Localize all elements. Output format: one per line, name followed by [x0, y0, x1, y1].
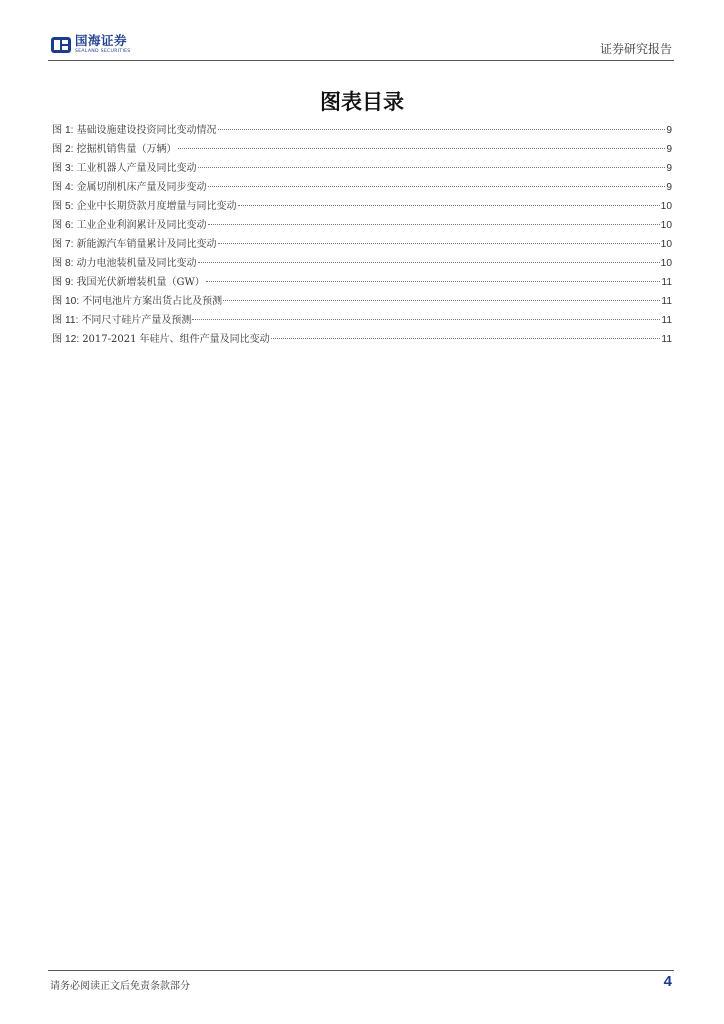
toc-dot-leader: [198, 262, 660, 263]
toc-figure-title: 新能源汽车销量累计及同比变动: [76, 239, 217, 250]
toc-entry[interactable]: [52, 330, 672, 349]
toc-figure-number: 图 5:: [52, 201, 74, 212]
toc-figure-number: 图 2:: [52, 144, 74, 155]
logo-chinese-name: 国海证券: [75, 33, 128, 49]
disclaimer-text: 请务必阅读正文后免责条款部分: [50, 981, 190, 992]
toc-dot-leader: [238, 205, 660, 206]
sealand-logo-icon: [50, 35, 72, 55]
toc-figure-number: 图 6:: [52, 220, 74, 231]
toc-dot-leader: [218, 129, 666, 130]
toc-figure-number: 图 12:: [52, 334, 80, 345]
toc-dot-leader: [192, 319, 660, 320]
toc-entry[interactable]: [52, 178, 672, 197]
toc-page-number: 10: [660, 258, 672, 269]
toc-page-number: 9: [666, 144, 672, 155]
toc-figure-title: 2017-2021 年硅片、组件产量及同比变动: [82, 334, 270, 345]
toc-dot-leader: [208, 186, 666, 187]
toc-dot-leader: [198, 167, 666, 168]
toc-entry[interactable]: [52, 121, 672, 140]
page-header: [48, 30, 674, 61]
toc-figure-title: 不同尺寸硅片产量及预测: [81, 315, 192, 326]
toc-page-number: 10: [660, 201, 672, 212]
toc-figure-title: 工业企业利润累计及同比变动: [76, 220, 207, 231]
toc-figure-number: 图 9:: [52, 277, 74, 288]
figure-index-list: [52, 121, 672, 349]
toc-page-number: 9: [666, 182, 672, 193]
toc-figure-number: 图 10:: [52, 296, 80, 307]
toc-figure-title: 动力电池装机量及同比变动: [76, 258, 197, 269]
toc-figure-title: 企业中长期贷款月度增量与同比变动: [76, 201, 237, 212]
logo-english-name: SEALAND SECURITIES: [75, 48, 131, 54]
toc-dot-leader: [208, 224, 660, 225]
toc-figure-number: 图 3:: [52, 163, 74, 174]
toc-figure-title: 不同电池片方案出货占比及预测: [82, 296, 223, 307]
toc-entry[interactable]: [52, 235, 672, 254]
toc-entry[interactable]: [52, 311, 672, 330]
toc-entry[interactable]: [52, 216, 672, 235]
toc-figure-title: 工业机器人产量及同比变动: [76, 163, 197, 174]
toc-page-number: 11: [661, 296, 672, 307]
toc-page-number: 11: [661, 315, 672, 326]
toc-entry[interactable]: [52, 292, 672, 311]
toc-dot-leader: [223, 300, 660, 301]
toc-entry[interactable]: [52, 197, 672, 216]
toc-figure-title: 挖掘机销售量（万辆）: [76, 144, 177, 155]
toc-figure-number: 图 11:: [52, 315, 79, 326]
toc-entry[interactable]: [52, 140, 672, 159]
toc-dot-leader: [178, 148, 666, 149]
toc-figure-number: 图 4:: [52, 182, 74, 193]
toc-entry[interactable]: [52, 273, 672, 292]
toc-figure-number: 图 1:: [52, 125, 74, 136]
toc-page-number: 9: [666, 125, 672, 136]
toc-figure-title: 金属切削机床产量及同步变动: [76, 182, 207, 193]
toc-page-number: 10: [660, 239, 672, 250]
page-title: 图表目录: [320, 90, 404, 114]
toc-page-number: 11: [661, 277, 672, 288]
toc-entry[interactable]: [52, 254, 672, 273]
toc-entry[interactable]: [52, 159, 672, 178]
toc-dot-leader: [271, 338, 661, 339]
toc-page-number: 9: [666, 163, 672, 174]
page-number: 4: [663, 973, 672, 990]
toc-dot-leader: [206, 281, 661, 282]
toc-figure-number: 图 7:: [52, 239, 74, 250]
toc-dot-leader: [218, 243, 660, 244]
report-type-label: 证券研究报告: [599, 42, 672, 56]
toc-figure-title: 基础设施建设投资同比变动情况: [76, 125, 217, 136]
toc-page-number: 10: [660, 220, 672, 231]
toc-figure-number: 图 8:: [52, 258, 74, 269]
company-logo: [50, 32, 131, 58]
page-footer: [48, 970, 674, 992]
toc-figure-title: 我国光伏新增装机量（GW）: [76, 277, 205, 288]
toc-page-number: 11: [661, 334, 672, 345]
